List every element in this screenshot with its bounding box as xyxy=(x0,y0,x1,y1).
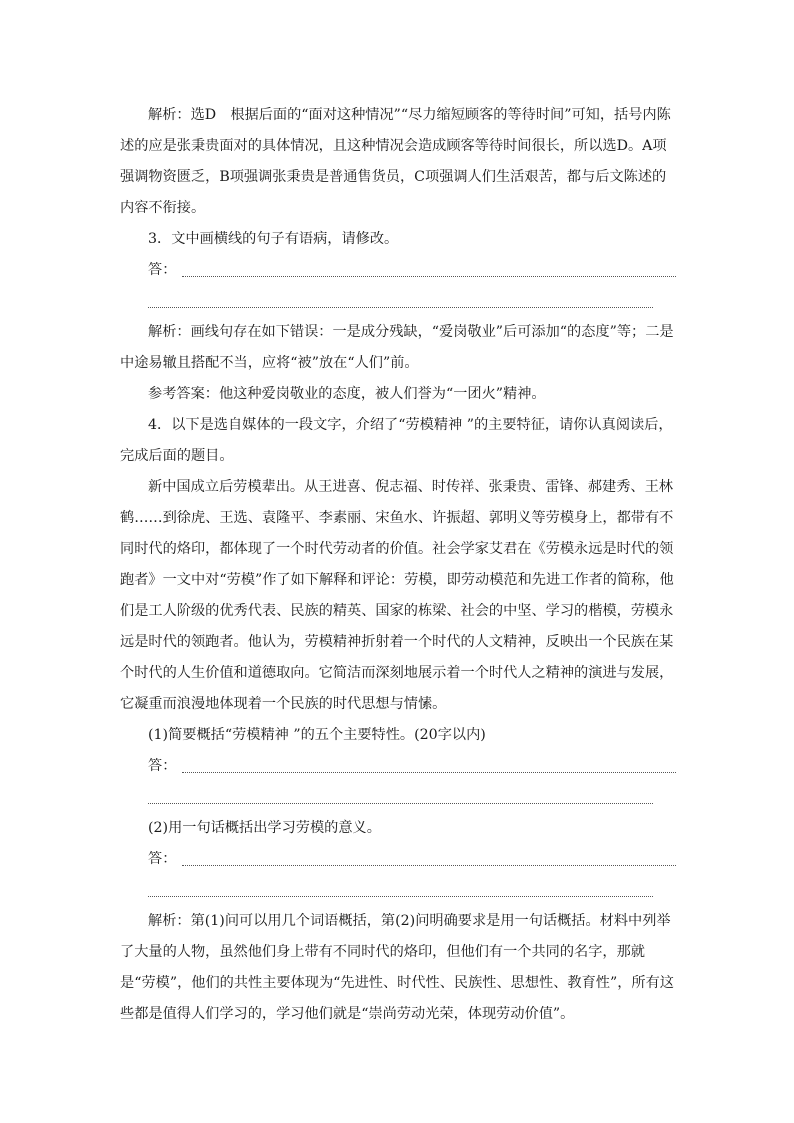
dotted-answer-line xyxy=(148,307,653,308)
q4-passage: 新中国成立后劳模辈出。从王进喜、倪志福、时传祥、张秉贵、雷锋、郝建秀、王林鹤……到徐虎、王选、袁隆平、李素丽、宋鱼水、许振超、郭明义等劳模身上，都带有不同时代的烙印，都体现了一个时代劳动者的价值。社会学家艾君在《劳模永远是时代的领跑者》一文中对“劳模”作了如下解释和评论：劳模，即劳动模范和先进工作者的简称，他们是工人阶级的优秀代表、民族的精英、国家的栋梁、社会的中坚、学习的楷模，劳模永远是时代的领跑者。他认为，劳模精神折射着一个时代的人文精神，反映出一个民族在某个时代的人生价值和道德取向。它简洁而深刻地展示着一个时代人之精神的演进与发展，它凝重而浪漫地体现着一个民族的时代思想与情愫。 xyxy=(120,479,674,712)
dotted-answer-line xyxy=(148,896,653,897)
dotted-answer-line xyxy=(182,771,676,773)
q2-analysis: 解析：选D 根据后面的“面对这种情况”“尽力缩短顾客的等待时间”可知，括号内陈述的应是张秉贵面对的具体情况，且这种情况会造成顾客等待时间很长，所以选D。A项强调物资匮乏，B项强调张秉贵是普通售货员，C项强调人们生活艰苦，都与后文陈述的内容不衔接。 xyxy=(120,107,671,216)
dotted-answer-line xyxy=(182,864,676,866)
q4-sub2-answer-line[interactable] xyxy=(120,844,676,875)
q3-answer-line-2[interactable] xyxy=(120,286,676,317)
q3-reference-answer: 参考答案：他这种爱岗敬业的态度，被人们誉为“一团火”精神。 xyxy=(148,386,546,402)
content-body xyxy=(120,100,676,1030)
dotted-answer-line xyxy=(148,803,653,804)
dotted-answer-line xyxy=(182,275,676,277)
answer-label: 答： xyxy=(148,851,177,867)
q3-question: 3．文中画横线的句子有语病，请修改。 xyxy=(148,231,399,247)
q4-sub2: (2)用一句话概括出学习劳模的意义。 xyxy=(148,820,381,836)
q4-sub1-answer-line-2[interactable] xyxy=(120,782,676,813)
q4-sub1-answer-line[interactable] xyxy=(120,751,676,782)
q4-question: 4．以下是选自媒体的一段文字，介绍了“劳模精神 ”的主要特征，请你认真阅读后，完成后面的题目。 xyxy=(120,417,673,464)
q4-analysis: 解析：第(1)问可以用几个词语概括，第(2)问明确要求是用一句话概括。材料中列举了大量的人物，虽然他们身上带有不同时代的烙印，但他们有一个共同的名字，那就是“劳模”，他们的共性主要体现为“先进性、时代性、民族性、思想性、教育性”，所有这些都是值得人们学习的，学习他们就是“崇尚劳动光荣，体现劳动价值”。 xyxy=(120,913,674,1022)
q4-sub2-answer-line-2[interactable] xyxy=(120,875,676,906)
answer-label: 答： xyxy=(148,758,177,774)
q3-answer-line[interactable] xyxy=(120,255,676,286)
answer-label: 答： xyxy=(148,262,177,278)
q3-analysis: 解析：画线句存在如下错误：一是成分残缺，“爱岗敬业”后可添加“的态度”等；二是中途易辙且搭配不当，应将“被”放在“人们”前。 xyxy=(120,324,674,371)
q4-sub1: (1)简要概括“劳模精神 ”的五个主要特性。(20字以内) xyxy=(148,727,486,743)
